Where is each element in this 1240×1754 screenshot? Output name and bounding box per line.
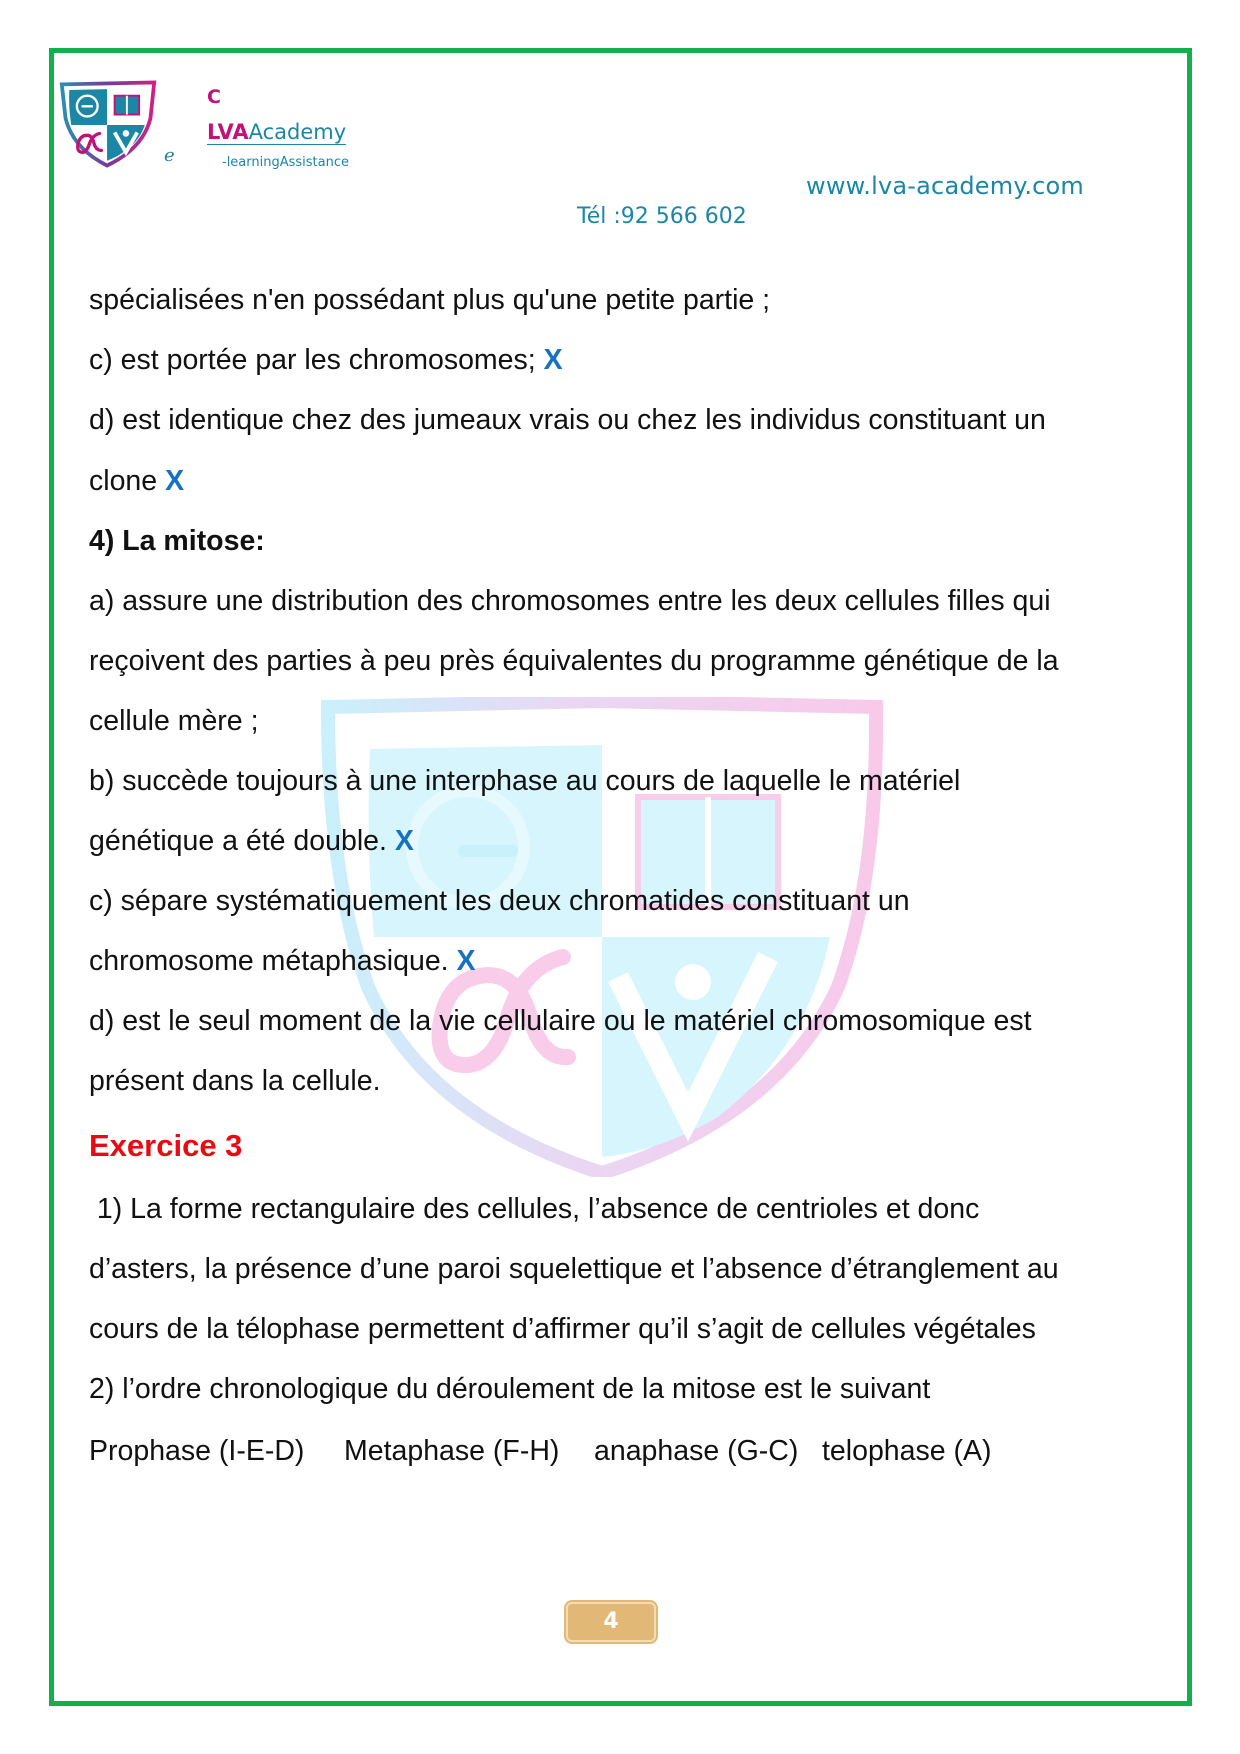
text-line [89, 584, 1051, 618]
text-line [89, 464, 184, 498]
line-text: 4) La mitose: [89, 525, 265, 557]
text-line [89, 1192, 979, 1226]
website-link[interactable]: www.lva-academy.com [806, 172, 1085, 200]
text-line [89, 1252, 1059, 1286]
answer-mark: X [165, 465, 185, 497]
text-line [89, 343, 563, 377]
phone-number: Tél :92 566 602 [577, 204, 747, 229]
text-line [89, 283, 770, 317]
line-text: b) succède toujours à une interphase au cours de laquelle le matériel [89, 765, 961, 797]
line-text: clone [89, 465, 166, 497]
text-line [89, 1372, 930, 1406]
question-heading [89, 524, 265, 558]
text-line [89, 704, 258, 738]
brand-name [207, 120, 346, 145]
brand-tagline: -learningAssistance [222, 155, 349, 170]
text-line [89, 944, 476, 978]
answer-mark: X [456, 945, 476, 977]
answer-mark: X [543, 344, 563, 376]
answer-mark: X [394, 825, 414, 857]
phase-prophase: Prophase (I-E-D) [89, 1435, 305, 1467]
text-line [89, 403, 1046, 437]
line-text: 1) La forme rectangulaire des cellules, l’absence de centrioles et donc [89, 1193, 980, 1225]
text-line [89, 764, 960, 798]
phase-metaphase: Metaphase (F-H) [344, 1435, 560, 1467]
lva-academy-logo [58, 78, 158, 170]
text-line [89, 644, 1059, 678]
brand-academy: Academy [248, 120, 347, 144]
brand-lva: LVA [207, 120, 249, 144]
line-text: 2) l’ordre chronologique du déroulement de la mitose est le suivant [89, 1373, 931, 1405]
brand-e-letter: e [164, 145, 175, 166]
line-text: cours de la télophase permettent d’affirmer qu’il s’agit de cellules végétales [89, 1313, 1036, 1345]
line-text: d) est identique chez des jumeaux vrais ou chez les individus constituant un [89, 404, 1046, 436]
text-line [89, 1064, 381, 1098]
text-line [89, 884, 910, 918]
exercise-heading: Exercice 3 [89, 1128, 243, 1163]
phase-anaphase: anaphase (G-C) [594, 1435, 799, 1467]
text-line [89, 1312, 1036, 1346]
phase-telophase: telophase (A) [822, 1435, 992, 1467]
text-line [89, 824, 414, 858]
line-text: génétique a été double. [89, 825, 395, 857]
line-text: reçoivent des parties à peu près équivalentes du programme génétique de la [89, 645, 1059, 677]
line-text: chromosome métaphasique. [89, 945, 457, 977]
line-text: c) est portée par les chromosomes; [89, 344, 544, 376]
line-text: présent dans la cellule. [89, 1065, 381, 1097]
line-text: d) est le seul moment de la vie cellulaire ou le matériel chromosomique est [89, 1005, 1032, 1037]
line-text: d’asters, la présence d’une paroi squelettique et l’absence d’étranglement au [89, 1253, 1059, 1285]
line-text: cellule mère ; [89, 705, 259, 737]
mitosis-phase-order [89, 1434, 992, 1468]
line-text: a) assure une distribution des chromosomes entre les deux cellules filles qui [89, 585, 1051, 617]
text-line [89, 1004, 1032, 1038]
line-text: c) sépare systématiquement les deux chromatides constituant un [89, 885, 910, 917]
page-number-badge: 4 [566, 1602, 656, 1642]
line-text: spécialisées n'en possédant plus qu'une petite partie ; [89, 284, 771, 316]
brand-c-letter: C [207, 86, 221, 108]
